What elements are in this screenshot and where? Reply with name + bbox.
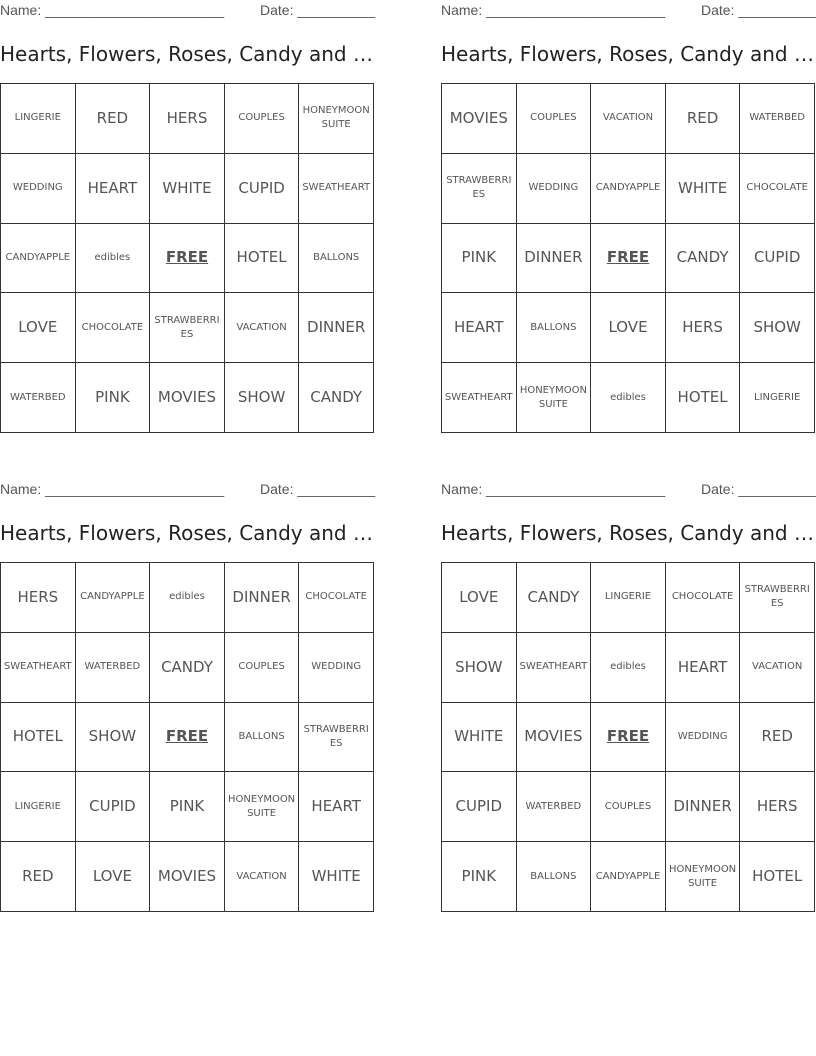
bingo-cell: RED	[76, 84, 151, 154]
bingo-cell: HEART	[76, 154, 151, 224]
bingo-cell: SHOW	[225, 363, 300, 433]
bingo-cell: WEDDING	[1, 154, 76, 224]
bingo-cell: PINK	[442, 842, 517, 912]
bingo-cell: COUPLES	[225, 633, 300, 703]
bingo-cell: CANDYAPPLE	[591, 154, 666, 224]
bingo-cell: HERS	[740, 772, 815, 842]
bingo-cell: BALLONS	[225, 703, 300, 773]
bingo-cell: LOVE	[591, 293, 666, 363]
card-title: Hearts, Flowers, Roses, Candy and …	[0, 521, 373, 545]
bingo-cell: COUPLES	[517, 84, 592, 154]
date-field-label: Date: __________	[260, 481, 376, 497]
card-title: Hearts, Flowers, Roses, Candy and …	[0, 42, 373, 66]
bingo-cell: COUPLES	[225, 84, 300, 154]
bingo-cell: CUPID	[225, 154, 300, 224]
bingo-card	[441, 479, 816, 889]
bingo-cell: DINNER	[666, 772, 741, 842]
bingo-cell: WHITE	[299, 842, 374, 912]
bingo-cell: CANDY	[299, 363, 374, 433]
bingo-cell: CHOCOLATE	[740, 154, 815, 224]
name-date-row	[0, 0, 376, 20]
bingo-card	[0, 479, 376, 886]
bingo-cell: MOVIES	[442, 84, 517, 154]
bingo-grid	[441, 83, 815, 433]
bingo-cell: LINGERIE	[1, 84, 76, 154]
bingo-cell: LINGERIE	[1, 772, 76, 842]
bingo-grid	[441, 562, 815, 912]
name-date-row	[441, 0, 816, 20]
bingo-cell: HONEYMOON SUITE	[299, 84, 374, 154]
name-field-label: Name: _______________________	[0, 2, 225, 18]
bingo-cell: SWEATHEART	[1, 633, 76, 703]
bingo-cell: CHOCOLATE	[666, 563, 741, 633]
bingo-cell: HERS	[1, 563, 76, 633]
bingo-cell: WEDDING	[666, 703, 741, 773]
bingo-cell: LOVE	[1, 293, 76, 363]
bingo-cell: HOTEL	[666, 363, 741, 433]
bingo-cell: HOTEL	[740, 842, 815, 912]
bingo-cell: WATERBED	[740, 84, 815, 154]
bingo-cell: SWEATHEART	[442, 363, 517, 433]
name-date-row	[0, 479, 376, 499]
bingo-cell: CANDY	[150, 633, 225, 703]
bingo-cell: RED	[666, 84, 741, 154]
bingo-cell: COUPLES	[591, 772, 666, 842]
name-field-label: Name: _______________________	[441, 2, 666, 18]
bingo-card	[0, 0, 376, 407]
bingo-cell: LOVE	[76, 842, 151, 912]
bingo-cell: BALLONS	[517, 293, 592, 363]
bingo-cell: CUPID	[442, 772, 517, 842]
bingo-cell: DINNER	[517, 224, 592, 294]
bingo-cell: PINK	[442, 224, 517, 294]
bingo-cell: edibles	[76, 224, 151, 294]
card-title: Hearts, Flowers, Roses, Candy and …	[441, 42, 814, 66]
bingo-cell: MOVIES	[150, 842, 225, 912]
bingo-cell: BALLONS	[517, 842, 592, 912]
bingo-cell: VACATION	[225, 842, 300, 912]
bingo-cell: BALLONS	[299, 224, 374, 294]
bingo-cell: HONEYMOON SUITE	[225, 772, 300, 842]
bingo-cell: RED	[1, 842, 76, 912]
bingo-cell: CUPID	[76, 772, 151, 842]
bingo-cell: WHITE	[442, 703, 517, 773]
bingo-cell: edibles	[591, 633, 666, 703]
bingo-cell: CANDYAPPLE	[76, 563, 151, 633]
bingo-cell: HEART	[666, 633, 741, 703]
bingo-grid	[0, 83, 374, 433]
bingo-cell: VACATION	[740, 633, 815, 703]
bingo-cell: CANDY	[517, 563, 592, 633]
bingo-cell: WATERBED	[1, 363, 76, 433]
bingo-cell: HERS	[150, 84, 225, 154]
bingo-cell: CUPID	[740, 224, 815, 294]
bingo-cell: SHOW	[442, 633, 517, 703]
name-date-row	[441, 479, 816, 499]
bingo-cell: STRAWBERRIES	[740, 563, 815, 633]
bingo-cell: WEDDING	[299, 633, 374, 703]
bingo-cell: MOVIES	[150, 363, 225, 433]
bingo-cell: DINNER	[299, 293, 374, 363]
date-field-label: Date: __________	[701, 481, 816, 497]
bingo-cell: VACATION	[591, 84, 666, 154]
free-space-cell: FREE	[150, 224, 225, 294]
free-space-cell: FREE	[591, 224, 666, 294]
bingo-cell: SHOW	[76, 703, 151, 773]
bingo-cell: edibles	[591, 363, 666, 433]
bingo-cell: WATERBED	[76, 633, 151, 703]
bingo-cell: LINGERIE	[591, 563, 666, 633]
bingo-cell: MOVIES	[517, 703, 592, 773]
bingo-cell: CHOCOLATE	[76, 293, 151, 363]
bingo-cell: CANDYAPPLE	[591, 842, 666, 912]
date-field-label: Date: __________	[701, 2, 816, 18]
bingo-cell: STRAWBERRIES	[150, 293, 225, 363]
bingo-cell: WEDDING	[517, 154, 592, 224]
bingo-cell: edibles	[150, 563, 225, 633]
bingo-cell: HEART	[299, 772, 374, 842]
bingo-cell: HONEYMOON SUITE	[666, 842, 741, 912]
bingo-cell: HEART	[442, 293, 517, 363]
bingo-cell: WHITE	[666, 154, 741, 224]
bingo-cell: HOTEL	[225, 224, 300, 294]
bingo-cell: STRAWBERRIES	[442, 154, 517, 224]
bingo-cell: DINNER	[225, 563, 300, 633]
bingo-cell: STRAWBERRIES	[299, 703, 374, 773]
bingo-cell: PINK	[150, 772, 225, 842]
bingo-cell: LOVE	[442, 563, 517, 633]
bingo-cell: CANDYAPPLE	[1, 224, 76, 294]
bingo-cell: VACATION	[225, 293, 300, 363]
name-field-label: Name: _______________________	[441, 481, 666, 497]
free-space-cell: FREE	[591, 703, 666, 773]
bingo-cell: SWEATHEART	[299, 154, 374, 224]
card-title: Hearts, Flowers, Roses, Candy and …	[441, 521, 814, 545]
bingo-cell: WHITE	[150, 154, 225, 224]
bingo-cell: HOTEL	[1, 703, 76, 773]
bingo-cell: SWEATHEART	[517, 633, 592, 703]
bingo-cell: PINK	[76, 363, 151, 433]
bingo-cell: SHOW	[740, 293, 815, 363]
bingo-cell: RED	[740, 703, 815, 773]
date-field-label: Date: __________	[260, 2, 376, 18]
bingo-cell: WATERBED	[517, 772, 592, 842]
bingo-cell: HONEYMOON SUITE	[517, 363, 592, 433]
bingo-grid	[0, 562, 374, 912]
bingo-cell: HERS	[666, 293, 741, 363]
bingo-cell: CANDY	[666, 224, 741, 294]
free-space-cell: FREE	[150, 703, 225, 773]
bingo-card	[441, 0, 816, 410]
bingo-cell: CHOCOLATE	[299, 563, 374, 633]
name-field-label: Name: _______________________	[0, 481, 225, 497]
bingo-cell: LINGERIE	[740, 363, 815, 433]
